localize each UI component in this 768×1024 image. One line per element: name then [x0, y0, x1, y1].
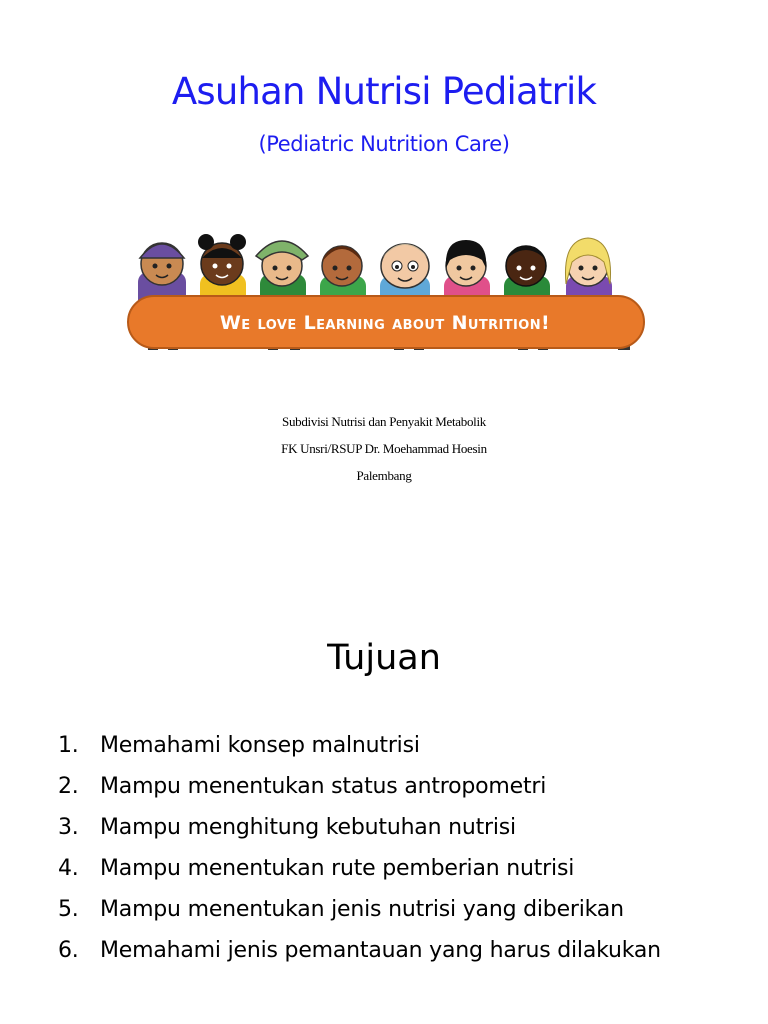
list-text: Mampu menentukan rute pemberian nutrisi [100, 856, 575, 881]
list-number: 3. [58, 815, 79, 840]
list-text: Mampu menentukan jenis nutrisi yang diberikan [100, 897, 624, 922]
list-number: 5. [58, 897, 79, 922]
list-item [58, 853, 738, 885]
list-item [58, 935, 738, 967]
list-text: Memahami jenis pemantauan yang harus dilakukan [100, 938, 661, 963]
objectives-title: Tujuan [327, 638, 441, 678]
objectives-slide [0, 576, 768, 1024]
list-number: 4. [58, 856, 79, 881]
list-item [58, 730, 738, 762]
list-text: Mampu menghitung kebutuhan nutrisi [100, 815, 516, 840]
list-text: Mampu menentukan status antropometri [100, 774, 547, 799]
banner-text: We love Learning about Nutrition! [219, 312, 551, 334]
objectives-list [58, 730, 738, 976]
list-number: 2. [58, 774, 79, 799]
affiliation-line: FK Unsri/RSUP Dr. Moehammad Hoesin [281, 441, 487, 456]
list-item [58, 771, 738, 803]
affiliation-line: Subdivisi Nutrisi dan Penyakit Metabolik [282, 414, 486, 429]
list-item [58, 812, 738, 844]
list-number: 6. [58, 938, 79, 963]
slide-subtitle: (Pediatric Nutrition Care) [258, 132, 510, 156]
affiliation-line: Palembang [356, 468, 412, 483]
slide-title: Asuhan Nutrisi Pediatrik [171, 70, 597, 113]
affiliation [0, 408, 768, 489]
list-text: Memahami konsep malnutrisi [100, 733, 420, 758]
list-number: 1. [58, 733, 79, 758]
list-item [58, 894, 738, 926]
nutrition-banner-illustration [118, 222, 658, 357]
